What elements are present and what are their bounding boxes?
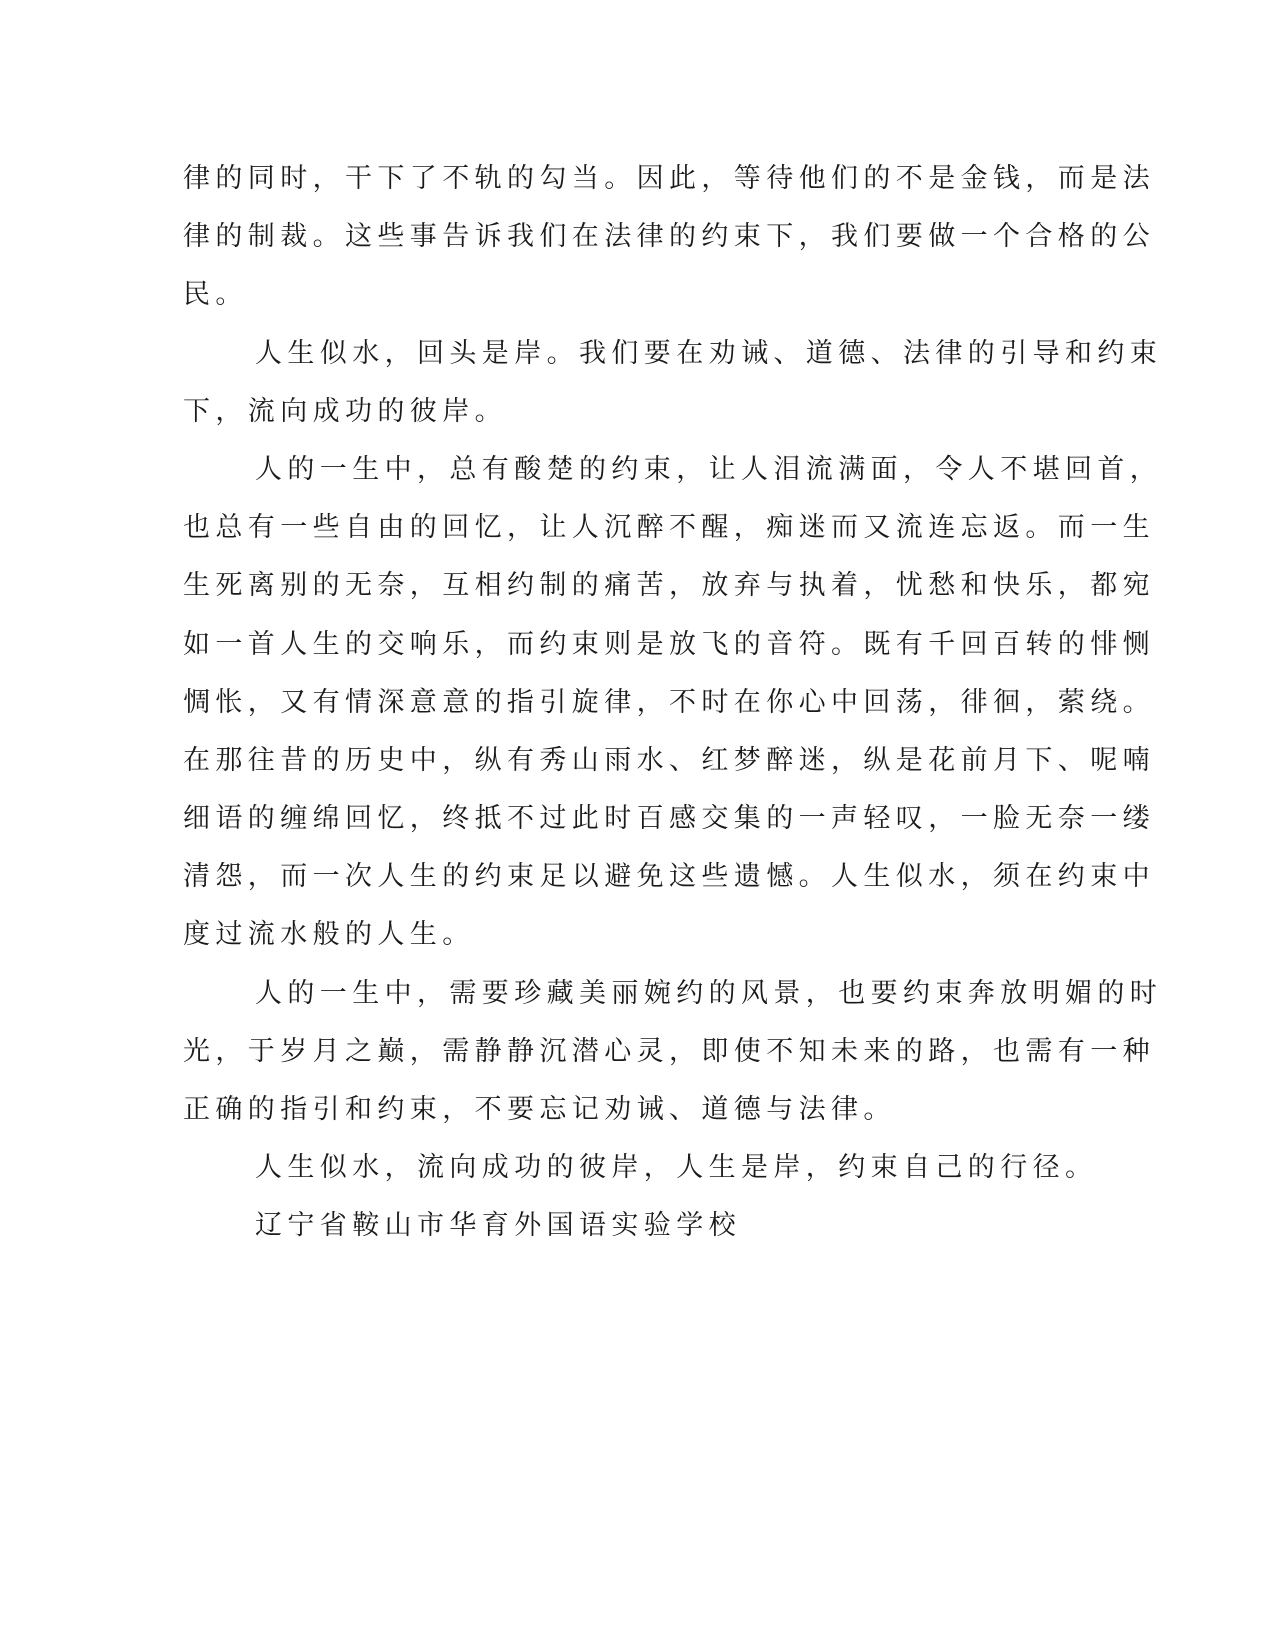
paragraph-restraint-in-life <box>183 441 1163 965</box>
text-line: 人生似水，流向成功的彼岸，人生是岸，约束自己的行径。 <box>255 1152 1098 1184</box>
text-line: 正确的指引和约束，不要忘记劝诫、道德与法律。 <box>183 1094 896 1125</box>
text-line: 人的一生中，需要珍藏美丽婉约的风景，也要约束奔放明媚的时 <box>255 977 1163 1009</box>
text-line: 细语的缠绵回忆，终抵不过此时百感交集的一声轻叹，一脸无奈一缕 <box>183 803 1155 835</box>
text-line: 惆怅，又有情深意意的指引旋律，不时在你心中回荡，徘徊，萦绕。 <box>183 686 1155 718</box>
paragraph-conclusion <box>183 1139 1098 1197</box>
text-line: 光，于岁月之巅，需静静沉潜心灵，即使不知未来的路，也需有一种 <box>183 1035 1155 1067</box>
school-name: 辽宁省鞍山市华育外国语实验学校 <box>255 1210 741 1242</box>
text-line: 清怨，而一次人生的约束足以避免这些遗憾。人生似水，须在约束中 <box>183 861 1155 893</box>
text-line: 民。 <box>183 279 248 311</box>
text-line: 律的同时，干下了不轨的勾当。因此，等待他们的不是金钱，而是法 <box>183 163 1155 194</box>
text-line: 如一首人生的交响乐，而约束则是放飞的音符。既有千回百转的悱恻 <box>183 628 1155 660</box>
text-line: 律的制裁。这些事告诉我们在法律的约束下，我们要做一个合格的公 <box>183 221 1155 253</box>
text-line: 也总有一些自由的回忆，让人沉醉不醒，痴迷而又流连忘返。而一生 <box>183 512 1155 544</box>
paragraph-treasure-scenery <box>183 965 1163 1140</box>
school-attribution <box>183 1197 1043 1255</box>
text-line: 人的一生中，总有酸楚的约束，让人泪流满面，令人不堪回首， <box>255 453 1163 485</box>
text-line: 度过流水般的人生。 <box>183 919 475 951</box>
text-line: 下，流向成功的彼岸。 <box>183 395 507 427</box>
text-line: 生死离别的无奈，互相约制的痛苦，放弃与执着，忧愁和快乐，都宛 <box>183 570 1155 602</box>
document-body <box>183 150 1163 1256</box>
text-line: 人生似水，回头是岸。我们要在劝诫、道德、法律的引导和约束 <box>255 337 1163 369</box>
paragraph-life-like-water <box>183 325 1163 441</box>
paragraph-law-sanction <box>183 150 1155 325</box>
text-line: 在那往昔的历史中，纵有秀山雨水、红梦醉迷，纵是花前月下、呢喃 <box>183 744 1155 776</box>
